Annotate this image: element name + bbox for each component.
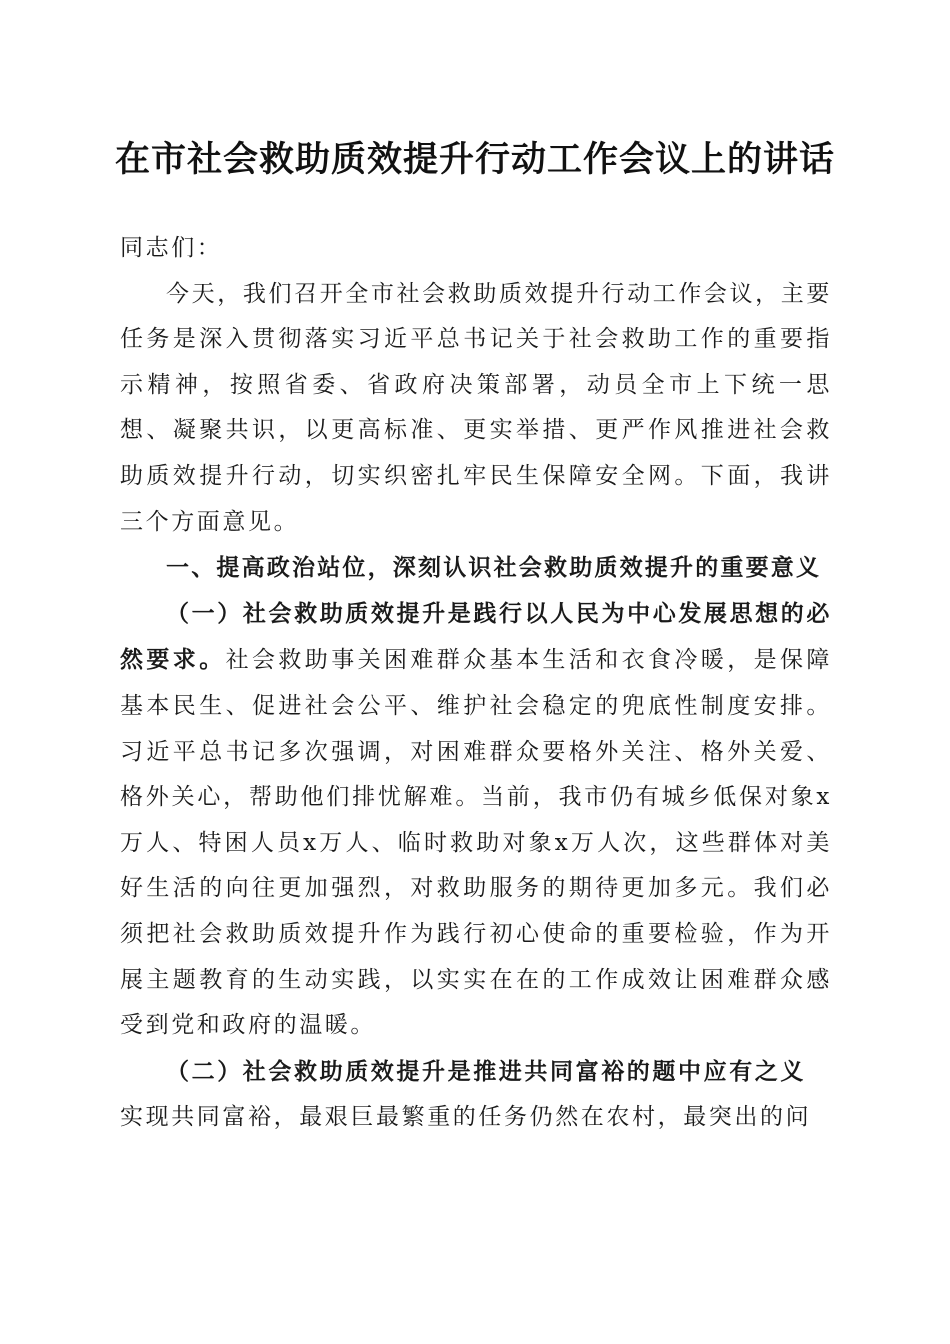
paragraph-item-1 <box>120 591 832 1049</box>
document-body <box>120 226 832 1141</box>
salutation: 同志们： <box>120 235 223 261</box>
paragraph-item-2-text: 实现共同富裕，最艰巨最繁重的任务仍然在农村，最突出的问 <box>120 1104 812 1131</box>
item-1-text: 社会救助事关困难群众基本生活和衣食冷暖，是保障基本民生、促进社会公平、维护社会稳定的兜底性制度安排。习近平总书记多次强调，对困难群众要格外关注、格外关爱、格外关心，帮助他们排忧解难。当前，我市仍有城乡低保对象x万人、特困人员x万人、临时救助对象x万人次，这些群体对美好生活的向往更加强烈，对救助服务的期待更加多元。我们必须把社会救助质效提升作为践行初心使命的重要检验，作为开展主题教育的生动实践，以实实在在的工作成效让困难群众感受到党和政府的温暖。 <box>120 647 832 1039</box>
item-2-lead: （二）社会救助质效提升是推进共同富裕的题中应有之义 <box>166 1057 806 1085</box>
item-1-lead: （一）社会救助质效提升是践行以人民为中心发展思想的必然要求。 <box>120 599 832 674</box>
intro-paragraph: 今天，我们召开全市社会救助质效提升行动工作会议，主要任务是深入贯彻落实习近平总书记关于社会救助工作的重要指示精神，按照省委、省政府决策部署，动员全市上下统一思想、凝聚共识，以更高标准、更实举措、更严作风推进社会救助质效提升行动，切实织密扎牢民生保障安全网。下面，我讲三个方面意见。 <box>120 280 832 535</box>
document-title: 在市社会救助质效提升行动工作会议上的讲话 <box>114 139 835 180</box>
paragraph-item-2 <box>120 1049 832 1096</box>
section-heading-1: 一、提高政治站位，深刻认识社会救助质效提升的重要意义 <box>166 554 822 582</box>
